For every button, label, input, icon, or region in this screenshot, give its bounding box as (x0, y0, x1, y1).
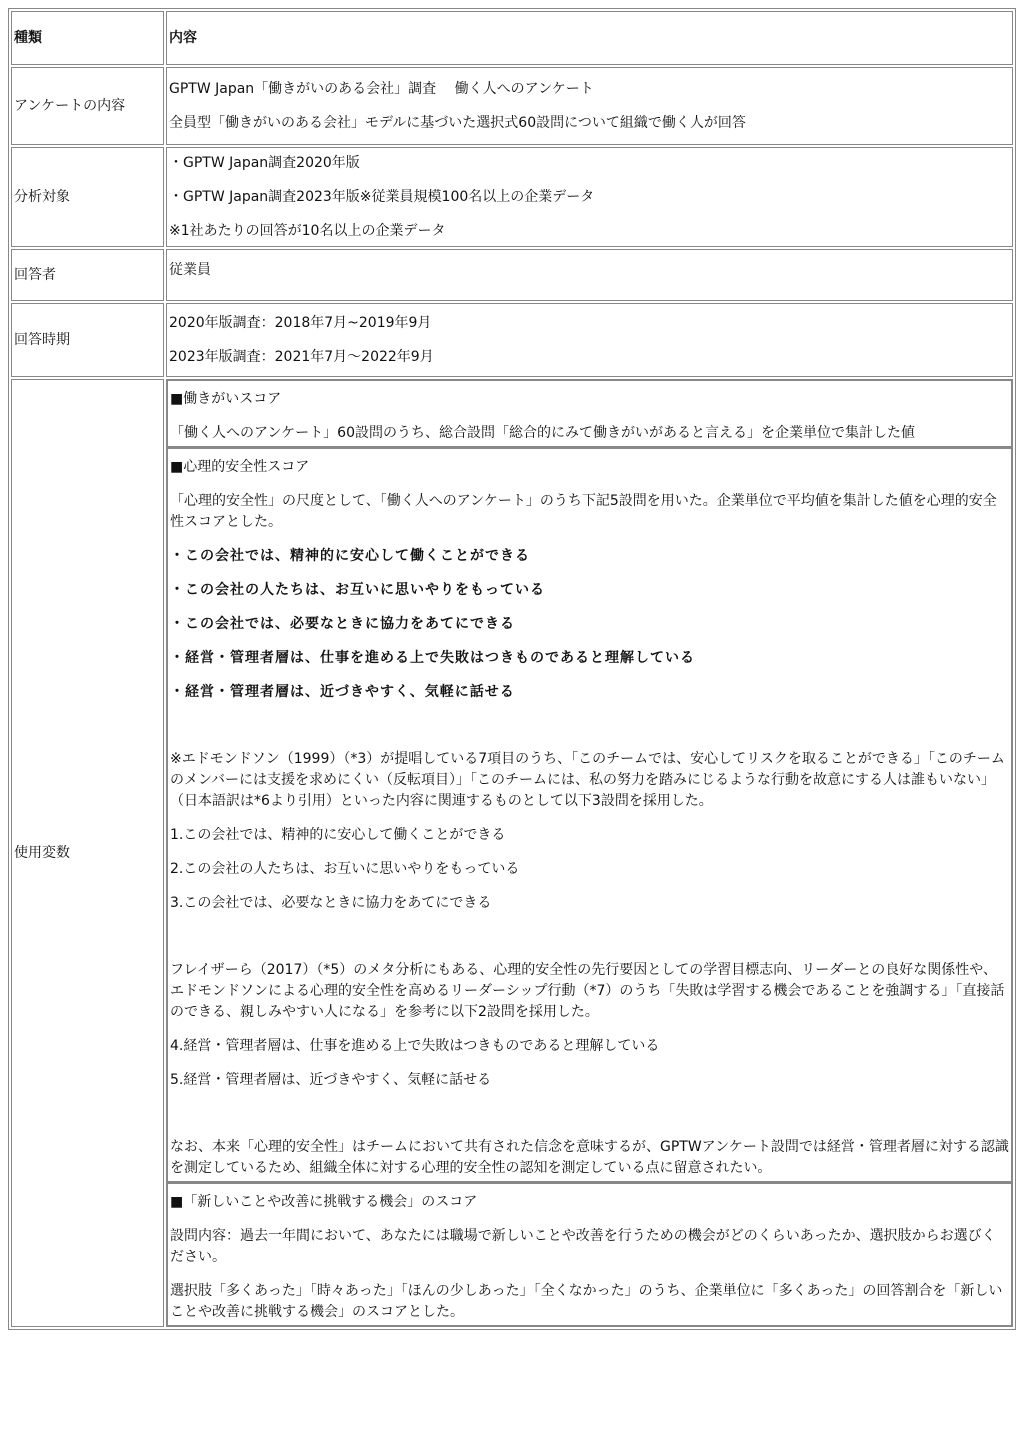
text-line: ※1社あたりの回答が10名以上の企業データ (169, 222, 446, 239)
spacer (170, 927, 1009, 947)
caveat-note: なお、本来「心理的安全性」はチームにおいて共有された信念を意味するが、GPTWアンケート設問では経営・管理者層に対する認識を測定しているため、組織全体に対する心理的安全性の認知を測定している点に留意されたい。 (170, 1139, 1009, 1176)
question-item: 5.経営・管理者層は、近づきやすく、気軽に話せる (170, 1072, 492, 1088)
variable-title: ■心理的安全性スコア (170, 459, 310, 475)
row-target (11, 147, 1013, 247)
question-item: ・経営・管理者層は、近づきやすく、気軽に話せる (170, 684, 515, 700)
variable-title: ■「新しいことや改善に挑戦する機会」のスコア (170, 1194, 478, 1210)
header-type: 種類 (11, 11, 164, 65)
question-item: ・経営・管理者層は、仕事を進める上で失敗はつきものであると理解している (170, 650, 695, 666)
choices-text: 選択肢「多くあった」「時々あった」「ほんの少しあった」「全くなかった」のうち、企業単位に「多くあった」の回答割合を「新しいことや改善に挑戦する機会」のスコアとした。 (170, 1283, 1003, 1320)
spacer (170, 1104, 1009, 1124)
question-item: ・この会社の人たちは、お互いに思いやりをもっている (170, 582, 545, 598)
question-item: 1.この会社では、精神的に安心して働くことができる (170, 827, 506, 843)
text-line: ・GPTW Japan調査2020年版 (169, 154, 360, 171)
row-label: 回答者 (11, 249, 164, 301)
row-content (166, 67, 1013, 145)
variable-description: 「心理的安全性」の尺度として、「働く人へのアンケート」のうち下記5設問を用いた。企業単位で平均値を集計した値を心理的安全性スコアとした。 (170, 493, 997, 530)
question-item: 4.経営・管理者層は、仕事を進める上で失敗はつきものであると理解している (170, 1038, 660, 1054)
variable-description: 「働く人へのアンケート」60設問のうち、総合設問「総合的にみて働きがいがあると言える」を企業単位で集計した値 (170, 425, 915, 441)
text-line: 2023年版調査：2021年7月～2022年9月 (169, 348, 434, 365)
variable-title: ■働きがいスコア (170, 391, 282, 407)
question-item: 2.この会社の人たちは、お互いに思いやりをもっている (170, 861, 520, 877)
row-respondent (11, 249, 1013, 301)
frazier-note: フレイザーら（2017）（*5）のメタ分析にもある、心理的安全性の先行要因としての学習目標志向、リーダーとの良好な関係性や、エドモンドソンによる心理的安全性を高めるリーダーシップ行動（*7）のうち「失敗は学習する機会であることを強調する」「直接話のできる、親しみやすい人になる」を参考に以下2設問を採用した。 (170, 962, 1005, 1020)
text-line: ・GPTW Japan調査2023年版※従業員規模100名以上の企業データ (169, 188, 595, 205)
text-line: 2020年版調査：2018年7月~2019年9月 (169, 314, 432, 331)
row-value: 従業員 (166, 249, 1013, 301)
question-item: ・この会社では、精神的に安心して働くことができる (170, 548, 530, 564)
question-text: 設問内容：過去一年間において、あなたには職場で新しいことや改善を行うための機会がどのくらいあったか、選択肢からお選びください。 (170, 1228, 996, 1265)
variable-psych-safety (167, 447, 1012, 1182)
header-content: 内容 (166, 11, 1013, 65)
edmondson-note: ※エドモンドソン（1999）（*3）が提唱している7項目のうち、「このチームでは、安心してリスクを取ることができる」「このチームのメンバーには支援を求めにくい（反転項目）」「このチームには、私の努力を踏みにじるような行動を故意にする人は誰もいない」（日本語訳は*6より引用）といった内容に関連するものとして以下3設問を採用した。 (170, 751, 1005, 809)
variable-challenge (167, 1182, 1012, 1326)
variable-engagement (167, 380, 1012, 447)
header-row (11, 11, 1013, 65)
row-label: 回答時期 (11, 303, 164, 377)
row-content (166, 147, 1013, 247)
row-label: 分析対象 (11, 147, 164, 247)
row-content (166, 303, 1013, 377)
text-line: GPTW Japan「働きがいのある会社」調査 働く人へのアンケート (169, 80, 594, 97)
survey-overview-table (8, 8, 1016, 1330)
question-item: ・この会社では、必要なときに協力をあてにできる (170, 616, 515, 632)
row-variables (11, 379, 1013, 1327)
spacer (170, 716, 1009, 736)
text-line: 全員型「働きがいのある会社」モデルに基づいた選択式60設問について組織で働く人が回答 (169, 114, 746, 131)
row-period (11, 303, 1013, 377)
variables-subtable (167, 380, 1012, 1326)
question-item: 3.この会社では、必要なときに協力をあてにできる (170, 895, 492, 911)
row-label: アンケートの内容 (11, 67, 164, 145)
row-content (166, 379, 1013, 1327)
row-survey (11, 67, 1013, 145)
row-label: 使用変数 (11, 379, 164, 1327)
